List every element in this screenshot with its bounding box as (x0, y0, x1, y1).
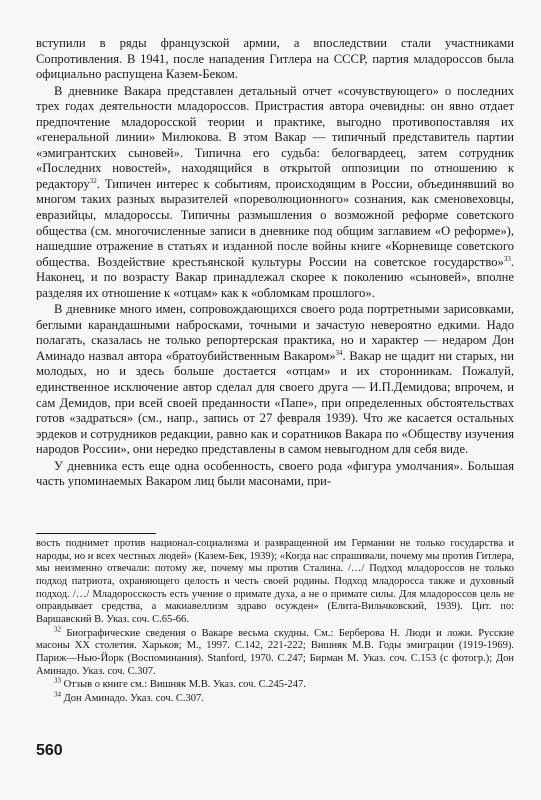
paragraph-4: У дневника есть еще одна особенность, своего рода «фигура умолчания». Большая часть упоминаемых Вакаром лиц были масонами, при- (36, 458, 514, 489)
footnote-ref-34: 34 (335, 348, 343, 357)
footnote-33: $^{33}$ Отзыв о книге см.: Вишняк М.В. Указ. соч. С.245-247. (54, 676, 306, 691)
footnote-34: $^{34}$ Дон Аминадо. Указ. соч. С.307. (54, 690, 204, 704)
paragraph-1: вступили в ряды французской армии, а впоследствии стали участниками Сопротивления. В 1941, после нападения Гитлера на СССР, партия младороссов была официально распущена Казем-Беком. (36, 36, 514, 82)
footnote-32: $^{32}$ Биографические сведения о Вакаре весьма скудны. См.: Берберова Н. Люди и ложи. Русские масоны XX столетия. Харьков; М., 1997. С.142, 221-222; Вишняк М.В. Годы эмиграции (1919-1969). Париж—Нью-Йорк (Воспоминания). Stanford, 1970. С.247; Бирман М. Указ. соч. С.153 (с фотогр.); Дон Аминадо. Указ. соч. С.307. (36, 625, 514, 677)
footnote-separator (36, 533, 156, 534)
footnote-ref-33: 33 (503, 254, 511, 263)
page-number: 560 (36, 742, 63, 759)
footnotes (36, 538, 514, 706)
footnote-continuation: вость поднимет против национал-социализма и развращенной им Германии не только государства и народы, но и всех честных людей» (Казем-Бек, 1939); «Когда нас спрашивали, почему мы против Гитлера, мы неизменно отвечали: потому же, почему мы против Сталина. /…/ Подход младороссов не только подход патриота, охраняющего целость и честь своей родины. Подход младоросса также и духовный подход. /…/ Младоросскость есть учение о примате духа, а не о примате силы. Для младороссов цель не оправдывает средства, а макиавеллизм здраво осужден» (Елита-Вильчковский, 1939). Цит. по: Варшавский В. Указ. соч. С.65-66. (36, 538, 514, 625)
main-text (36, 36, 514, 490)
paragraph-2: В дневнике Вакара представлен детальный отчет «сочувствующего» о последних трех годах деятельности младороссов. Пристрастия автора очевидны: он явно отдает предпочтение младоросской теории и практике, выгодно противопоставляя их «генеральной линии» Милюкова. В этом Вакар — типичный представитель партии «эмигрантских сыновей». Типична его судьба: белогвардеец, затем сотрудник «Последних новостей», находящийся в открытой оппозиции по отношению к редактору$^{32}$. Типичен интерес к событиям, происходящим в России, объединявший во многом таких разных выразителей «пореволюционного» сознания, как сменовеховцы, евразийцы, младороссы. Типичны размышления о возможной реформе советского общества (см. многочисленные записи в дневнике под общим заглавием «О реформе»), нашедшие отражение в статьях и изданной после войны книге «Корневище советского общества. Воздействие крестьянской культуры России на советское государство»$^{33}$. Наконец, и по возрасту Вакар принадлежал скорее к поколению «сыновей», вполне разделяя их отношение к «отцам» как к «обломкам прошлого». (36, 83, 514, 300)
footnote-ref-32: 32 (89, 176, 97, 185)
paragraph-3: В дневнике много имен, сопровождающихся своего рода портретными зарисовками, беглыми карандашными набросками, точными и зачастую невероятно едкими. Надо полагать, сказалась не только репортерская практика, но и характер — недаром Дон Аминадо назвал автора «братоубийственным Вакаром»$^{34}$. Вакар не щадит ни старых, ни молодых, но и здесь больше достается «отцам» и их сторонникам. Пожалуй, единственное исключение автор сделал для своего друга — И.П.Демидова; впрочем, и сам Демидов, при всей своей преданности «Папе», при определенных обстоятельствах готов «задраться» (см., напр., запись от 27 февраля 1939). Что же касается остальных эрдеков и сотрудников редакции, равно как и соратников Вакара по «Обществу изучения народов России», они нередко представлены в самом невыгодном для себя виде. (36, 302, 515, 457)
